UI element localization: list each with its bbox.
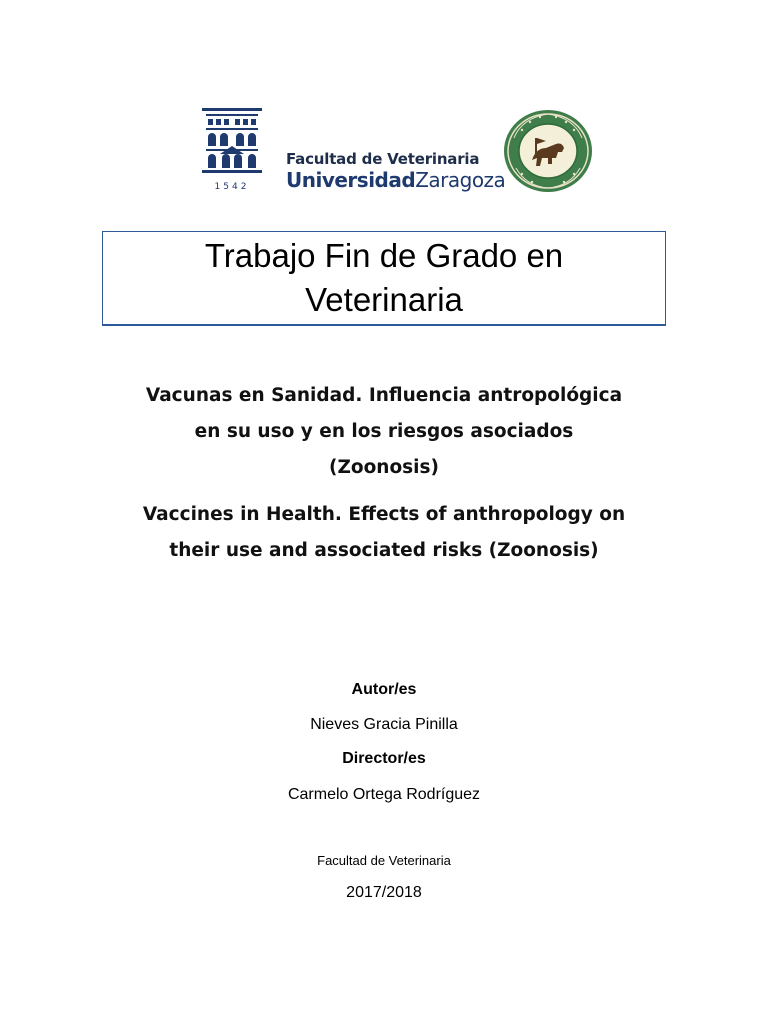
cover-header (0, 0, 768, 200)
degree-title-line: Veterinaria (305, 281, 463, 318)
director-name: Carmelo Ortega Rodríguez (287, 786, 481, 803)
footer-faculty: Facultad de Veterinaria (317, 853, 451, 868)
authors-label: Autor/es (351, 681, 417, 698)
thesis-title-english (100, 497, 668, 569)
author-name: Nieves Gracia Pinilla (310, 716, 458, 733)
university-city: Zaragoza (415, 168, 506, 192)
degree-title (205, 234, 563, 322)
university-name-bold: Universidad (286, 168, 416, 192)
thesis-title-line: Vaccines in Health. Effects of anthropology on (142, 504, 626, 525)
academic-year: 2017/2018 (346, 884, 422, 901)
faculty-wordmark (286, 150, 505, 192)
directors-label: Director/es (342, 750, 426, 767)
degree-title-box (102, 231, 666, 325)
thesis-title-line: en su uso y en los riesgos asociados (194, 421, 574, 442)
university-zaragoza-logo-icon (200, 106, 264, 194)
logo-year: 1542 (214, 182, 250, 192)
thesis-title-spanish (100, 378, 668, 486)
faculty-name: Facultad de Veterinaria (286, 150, 480, 168)
veterinary-faculty-seal-icon (502, 108, 594, 194)
thesis-title-line: their use and associated risks (Zoonosis) (169, 540, 599, 561)
thesis-title-line: (Zoonosis) (329, 457, 439, 478)
thesis-title-line: Vacunas en Sanidad. Influencia antropológica (145, 385, 623, 406)
degree-title-line: Trabajo Fin de Grado en (204, 237, 564, 274)
university-name (286, 168, 505, 192)
